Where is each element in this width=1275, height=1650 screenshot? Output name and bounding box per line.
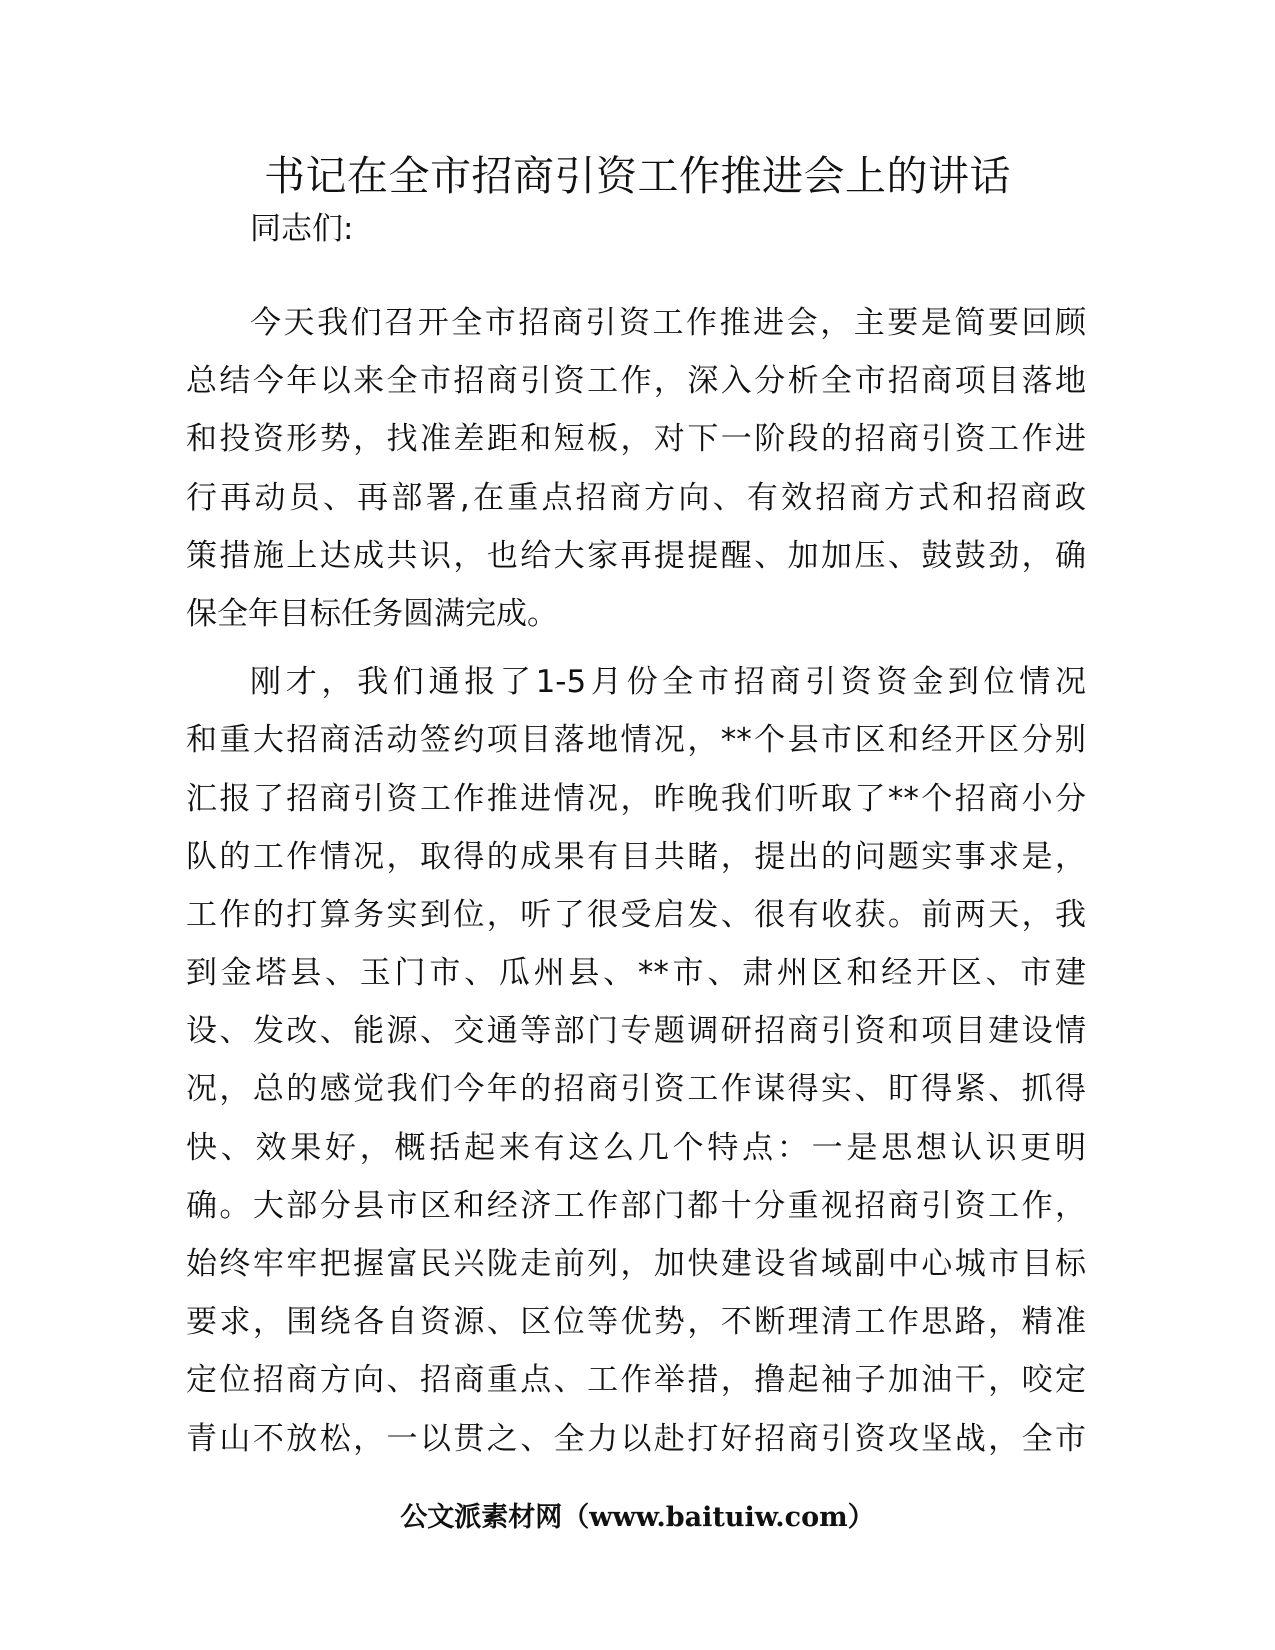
text-line: 快、效果好，概括起来有这么几个特点：一是思想认识更明 bbox=[186, 1129, 1086, 1166]
text-line: 汇报了招商引资工作推进情况，昨晚我们听取了**个招商小分 bbox=[186, 780, 1086, 817]
text-line: 总结今年以来全市招商引资工作，深入分析全市招商项目落地 bbox=[186, 363, 1086, 400]
salutation: 同志们: bbox=[250, 211, 354, 247]
text-line: 到金塔县、玉门市、瓜州县、**市、肃州区和经开区、市建 bbox=[186, 955, 1086, 992]
footer-watermark: 公文派素材网（www.baituiw.com） bbox=[400, 1502, 875, 1533]
text-line: 策措施上达成共识，也给大家再提提醒、加加压、鼓鼓劲，确 bbox=[186, 537, 1086, 574]
paragraph-1 bbox=[186, 294, 1086, 643]
text-line: 始终牢牢把握富民兴陇走前列，加快建设省域副中心城市目标 bbox=[186, 1246, 1086, 1282]
document-title: 书记在全市招商引资工作推进会上的讲话 bbox=[264, 152, 1011, 200]
text-line: 设、发改、能源、交通等部门专题调研招商引资和项目建设情 bbox=[186, 1013, 1086, 1050]
text-line: 和重大招商活动签约项目落地情况，**个县市区和经开区分别 bbox=[186, 722, 1086, 759]
text-line: 刚才，我们通报了1-5月份全市招商引资资金到位情况 bbox=[250, 664, 1086, 701]
text-line: 定位招商方向、招商重点、工作举措，撸起袖子加油干，咬定 bbox=[186, 1362, 1086, 1399]
text-line: 今天我们召开全市招商引资工作推进会，主要是简要回顾 bbox=[250, 305, 1086, 341]
text-line: 确。大部分县市区和经济工作部门都十分重视招商引资工作， bbox=[186, 1187, 1086, 1224]
text-line: 工作的打算务实到位，听了很受启发、很有收获。前两天，我 bbox=[186, 896, 1086, 933]
paragraph-gap bbox=[186, 643, 1086, 653]
text-line: 队的工作情况，取得的成果有目共睹，提出的问题实事求是， bbox=[186, 838, 1086, 875]
text-line: 要求，围绕各自资源、区位等优势，不断理清工作思路，精准 bbox=[186, 1304, 1086, 1341]
text-line: 青山不放松，一以贯之、全力以赴打好招商引资攻坚战，全市 bbox=[186, 1420, 1086, 1457]
text-line: 行再动员、再部署,在重点招商方向、有效招商方式和招商政 bbox=[186, 479, 1086, 516]
text-line: 保全年目标任务圆满完成。 bbox=[186, 595, 558, 632]
text-line: 况，总的感觉我们今年的招商引资工作谋得实、盯得紧、抓得 bbox=[186, 1071, 1086, 1108]
text-line: 和投资形势，找准差距和短板，对下一阶段的招商引资工作进 bbox=[186, 421, 1086, 458]
paragraph-2 bbox=[186, 653, 1086, 1468]
document-body bbox=[186, 294, 1086, 1468]
